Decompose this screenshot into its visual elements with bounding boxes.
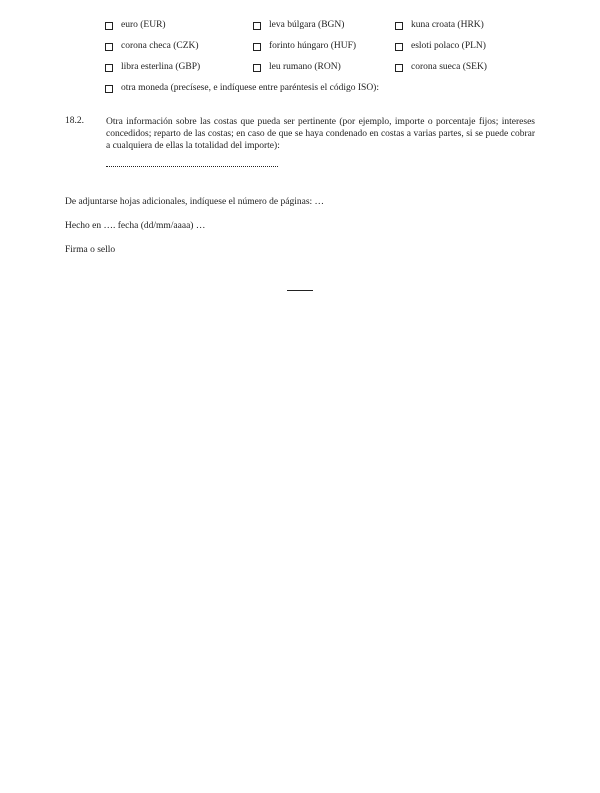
currency-row — [105, 20, 525, 33]
checkbox-icon[interactable] — [253, 22, 261, 30]
checkbox-icon[interactable] — [395, 43, 403, 51]
currency-label: corona checa (CZK) — [121, 41, 199, 51]
currency-label: corona sueca (SEK) — [411, 62, 487, 72]
checkbox-icon[interactable] — [253, 64, 261, 72]
end-of-document-rule — [287, 290, 313, 291]
currency-label: esloti polaco (PLN) — [411, 41, 486, 51]
fill-in-dotted-line[interactable] — [106, 163, 278, 167]
other-currency-label: otra moneda (precísese, e indíquese entre paréntesis el código ISO): — [121, 83, 379, 93]
place-date-line: Hecho en …. fecha (dd/mm/aaaa) … — [65, 221, 206, 231]
currency-label: forinto húngaro (HUF) — [269, 41, 357, 51]
checkbox-icon[interactable] — [105, 64, 113, 72]
checkbox-icon[interactable] — [105, 22, 113, 30]
currency-label: libra esterlina (GBP) — [121, 62, 201, 72]
currency-option[interactable] — [105, 62, 200, 74]
checkbox-icon[interactable] — [105, 85, 113, 93]
currency-label: leu rumano (RON) — [269, 62, 341, 72]
section-number: 18.2. — [65, 116, 84, 126]
section-text: Otra información sobre las costas que pueda ser pertinente (por ejemplo, importe o porcentaje fijos; intereses concedidos; reparto de las costas; en caso de que se haya condenado en costas a varias partes, si se puede cobrar a cualquiera de ellas la totalidad del importe): — [106, 117, 535, 151]
currency-option[interactable] — [105, 41, 199, 53]
checkbox-icon[interactable] — [395, 22, 403, 30]
currency-option[interactable] — [395, 41, 486, 53]
currency-option[interactable] — [253, 41, 356, 53]
currency-option[interactable] — [253, 20, 344, 32]
other-currency-option[interactable] — [105, 83, 379, 95]
currency-option[interactable] — [395, 20, 484, 32]
currency-label: kuna croata (HRK) — [411, 20, 484, 30]
currency-row — [105, 41, 525, 54]
currency-label: euro (EUR) — [121, 20, 166, 30]
currency-option[interactable] — [105, 20, 166, 32]
currency-option[interactable] — [395, 62, 487, 74]
additional-pages-line: De adjuntarse hojas adicionales, indíquese el número de páginas: … — [65, 197, 325, 207]
signature-line: Firma o sello — [65, 245, 116, 255]
checkbox-icon[interactable] — [253, 43, 261, 51]
checkbox-icon[interactable] — [105, 43, 113, 51]
other-currency-row — [105, 83, 525, 96]
checkbox-icon[interactable] — [395, 64, 403, 72]
currency-label: leva búlgara (BGN) — [269, 20, 345, 30]
currency-option[interactable] — [253, 62, 341, 74]
currency-row — [105, 62, 525, 75]
